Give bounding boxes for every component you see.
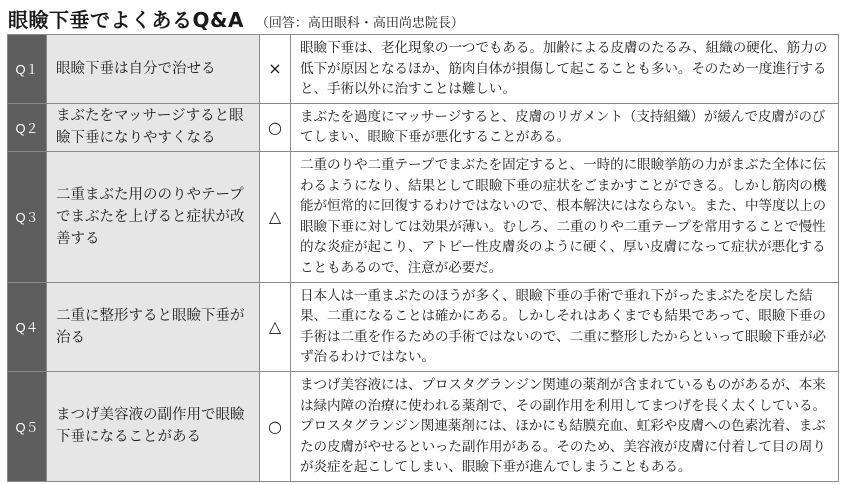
source-note: （回答：高田眼科・高田尚忠院長） [255,16,464,31]
verdict-mark: △ [260,151,291,282]
answer-text: 日本人は一重まぶたのほうが多く、眼瞼下垂の手術で垂れ下がったまぶたを戻した結果、二重になることは確かにある。しかしそれはあくまでも結果であって、眼瞼下垂の手術は二重を作るための手術ではないので、二重に整形したからといって眼瞼下垂が必ず治るわけではない。 [291,282,839,371]
question-statement: まつげ美容液の副作用で眼瞼下垂になることがある [47,371,260,481]
question-number: Q１ [8,35,47,104]
question-statement: まぶたをマッサージすると眼瞼下垂になりやすくなる [47,103,260,151]
question-statement: 二重に整形すると眼瞼下垂が治る [47,282,260,371]
question-number: Q３ [8,151,47,282]
table-row [8,151,839,282]
page-title: 眼瞼下垂でよくあるQ&A [8,8,244,32]
verdict-mark: ○ [260,103,291,151]
verdict-mark: ○ [260,371,291,481]
answer-text: 二重のりや二重テープでまぶたを固定すると、一時的に眼瞼挙筋の力がまぶた全体に伝わるようになり、結果として眼瞼下垂の症状をごまかすことができる。しかし筋肉の機能が恒常的に回復するわけではないので、根本解決にはならない。また、中等度以上の眼瞼下垂に対しては効果が薄い。むしろ、二重のりや二重テープを常用することで慢性的な炎症が起こり、アトピー性皮膚炎のように硬く、厚い皮膚になって症状が悪化することもあるので、注意が必要だ。 [291,151,839,282]
question-number: Q４ [8,282,47,371]
table-row [8,282,839,371]
question-number: Q２ [8,103,47,151]
question-statement: 眼瞼下垂は自分で治せる [47,35,260,104]
answer-text: まぶたを過度にマッサージすると、皮膚のリガメント（支持組織）が緩んで皮膚がのびてしまい、眼瞼下垂が悪化することがある。 [291,103,839,151]
header [8,4,464,34]
table-row [8,35,839,104]
answer-text: まつげ美容液には、プロスタグランジン関連の薬剤が含まれているものがあるが、本来は緑内障の治療に使われる薬剤で、その副作用を利用してまつげを長く太くしている。プロスタグランジン関連薬剤には、ほかにも結膜充血、虹彩や皮膚への色素沈着、まぶたの皮膚がやせるといった副作用がある。そのため、美容液が皮膚に付着して目の周りが炎症を起こしてしまい、眼瞼下垂が進んでしまうこともある。 [291,371,839,481]
answer-text: 眼瞼下垂は、老化現象の一つでもある。加齢による皮膚のたるみ、組織の硬化、筋力の低下が原因となるほか、筋肉自体が損傷して起こることも多い。そのため一度進行すると、手術以外に治すことは難しい。 [291,35,839,104]
question-number: Q５ [8,371,47,481]
table-row [8,371,839,481]
table-row [8,103,839,151]
verdict-mark: × [260,35,291,104]
qa-table [7,34,839,482]
verdict-mark: △ [260,282,291,371]
question-statement: 二重まぶた用ののりやテープでまぶたを上げると症状が改善する [47,151,260,282]
